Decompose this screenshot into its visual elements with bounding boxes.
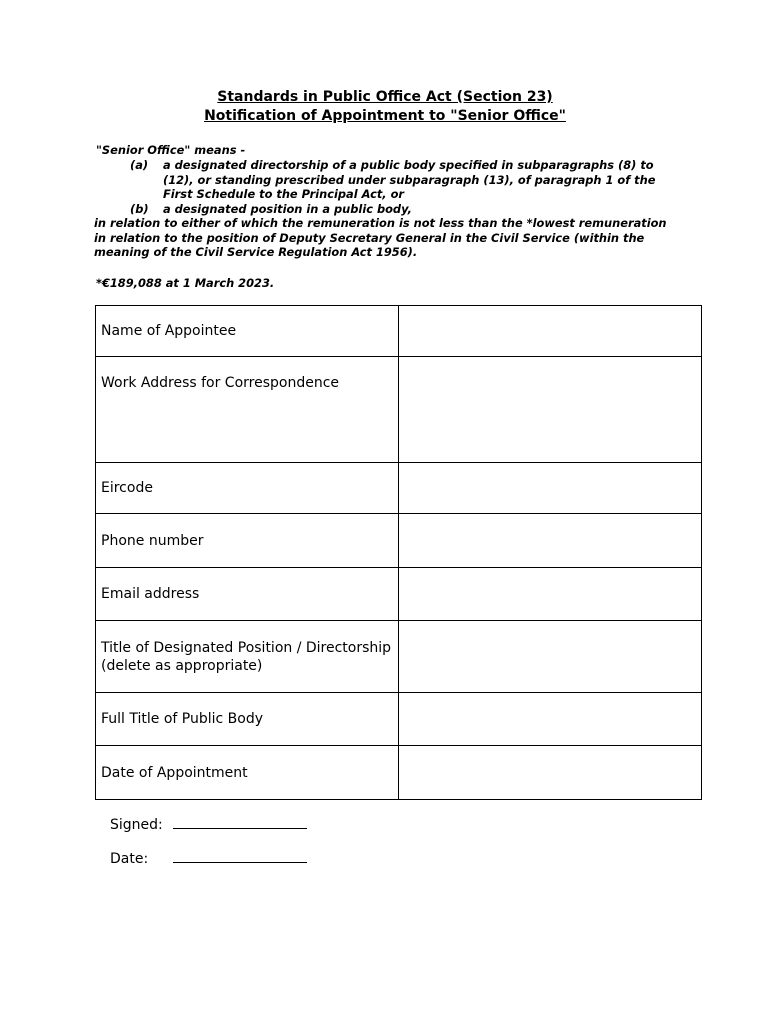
appointment-date-label: Date of Appointment (96, 746, 399, 800)
appointment-date-input[interactable] (404, 746, 696, 799)
definition-remuneration-clause (94, 216, 667, 260)
eircode-input[interactable] (404, 463, 696, 513)
public-body-title-input[interactable] (404, 693, 696, 745)
table-row (96, 568, 702, 621)
table-row (96, 357, 702, 463)
signature-row (110, 815, 307, 834)
definition-clause-line: meaning of the Civil Service Regulation Act 1956). (94, 245, 418, 260)
definition-item-a-line: a designated directorship of a public body specified in subparagraphs (8) to (163, 158, 654, 172)
phone-number-input[interactable] (404, 514, 696, 567)
work-address-input[interactable] (404, 367, 696, 447)
signature-date-row (110, 849, 307, 868)
definition-intro: "Senior Office" means - (96, 143, 246, 157)
date-line[interactable] (173, 849, 307, 863)
table-row (96, 693, 702, 746)
work-address-label: Work Address for Correspondence (96, 357, 399, 463)
eircode-field[interactable] (399, 463, 702, 514)
definition-clause-line: in relation to either of which the remuneration is not less than the *lowest remuneration (94, 216, 667, 230)
definition-item-a-line: (12), or standing prescribed under subparagraph (13), of paragraph 1 of the (163, 172, 656, 187)
email-address-label: Email address (96, 568, 399, 621)
public-body-title-label: Full Title of Public Body (96, 693, 399, 746)
email-address-input[interactable] (404, 568, 696, 620)
designated-position-input[interactable] (404, 621, 696, 692)
eircode-label: Eircode (96, 463, 399, 514)
designated-position-field[interactable] (399, 621, 702, 693)
definition-item-b-label: (b) (130, 202, 149, 216)
table-row (96, 514, 702, 568)
definition-item-b-text: a designated position in a public body, (163, 202, 412, 216)
date-label: Date: (110, 851, 149, 867)
document-subtitle: Notification of Appointment to "Senior Office" (204, 108, 566, 124)
appointee-name-label: Name of Appointee (96, 306, 399, 357)
work-address-field[interactable] (399, 357, 702, 463)
email-address-field[interactable] (399, 568, 702, 621)
designated-position-label-note: (delete as appropriate) (101, 657, 263, 674)
table-row (96, 306, 702, 357)
appointment-form-table (95, 305, 702, 800)
appointee-name-field[interactable] (399, 306, 702, 357)
designated-position-label-line: Title of Designated Position / Directorship (101, 639, 392, 656)
definition-item-a-label: (a) (130, 158, 149, 172)
table-row (96, 463, 702, 514)
public-body-title-field[interactable] (399, 693, 702, 746)
phone-number-field[interactable] (399, 514, 702, 568)
table-row (96, 621, 702, 693)
definition-clause-line: in relation to the position of Deputy Secretary General in the Civil Service (within the (94, 230, 645, 245)
remuneration-footnote: *€189,088 at 1 March 2023. (96, 276, 275, 290)
signed-label: Signed: (110, 817, 163, 833)
document-title: Standards in Public Office Act (Section 23) (217, 89, 553, 105)
phone-number-label: Phone number (96, 514, 399, 568)
definition-item-a-text (163, 158, 655, 202)
signature-line[interactable] (173, 815, 307, 829)
table-row (96, 746, 702, 800)
appointment-date-field[interactable] (399, 746, 702, 800)
designated-position-label (96, 621, 399, 693)
appointee-name-input[interactable] (404, 306, 696, 356)
definition-item-a-line: First Schedule to the Principal Act, or (163, 187, 405, 202)
